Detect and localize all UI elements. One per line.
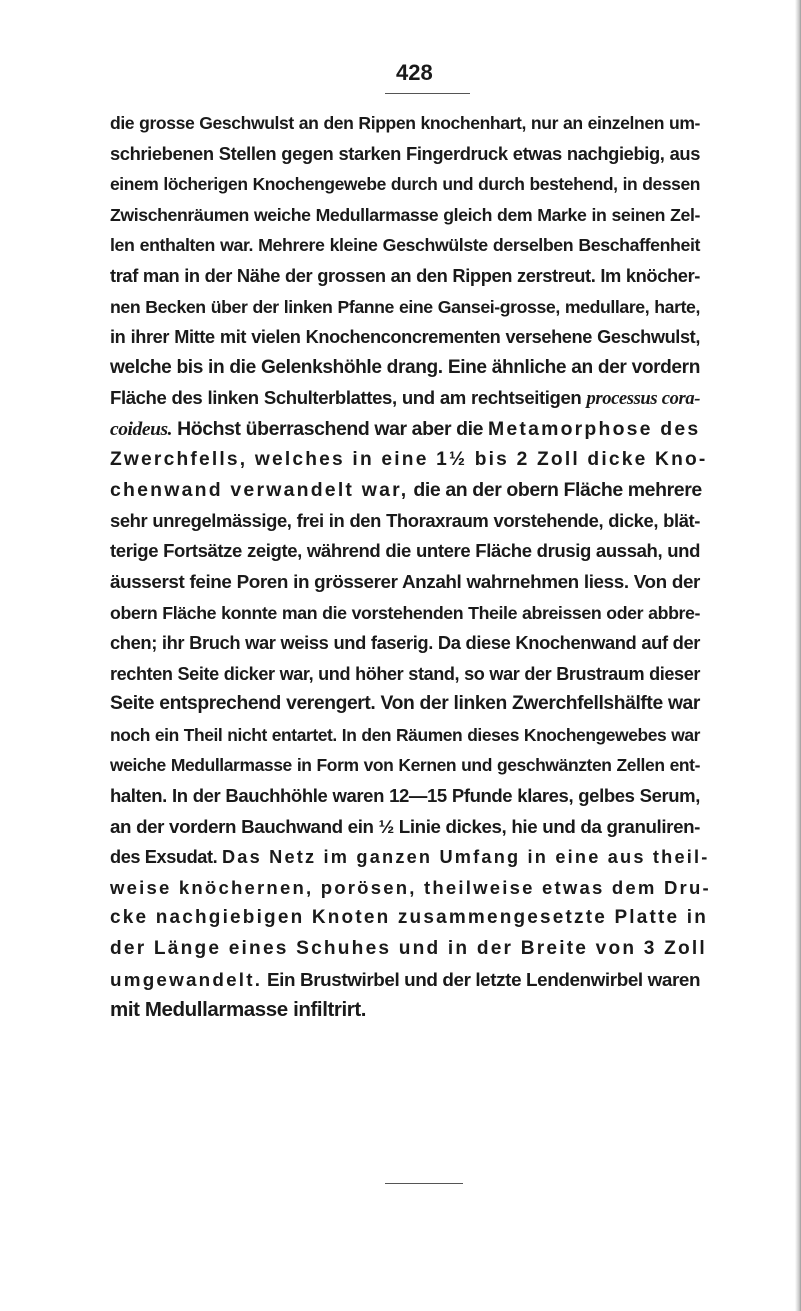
line11-text: Höchst überraschend war aber die xyxy=(172,417,489,440)
line10-text: Fläche des linken Schulterblattes, und am rechtseitigen xyxy=(110,387,587,409)
page-number: 428 xyxy=(396,60,433,85)
latin-term-processus: processus cora- xyxy=(586,388,700,410)
spaced-emphasis: chenwand verwandelt war, xyxy=(110,479,409,502)
line25-text: des Exsudat. xyxy=(110,847,222,868)
text-line-1: die grosse Geschwulst an den Rippen knochenhart, nur an einzelnen um- xyxy=(110,113,700,133)
text-line-28 xyxy=(110,934,707,965)
text-line-15: terige Fortsätze zeigte, während die untere Fläche drusig aussah, und xyxy=(110,540,700,562)
spaced-emphasis: Das Netz im ganzen Umfang in eine aus theil- xyxy=(221,847,710,868)
text-line-29 xyxy=(110,965,700,996)
body-text xyxy=(110,108,711,1026)
line29-text: Ein Brustwirbel und der letzte Lendenwirbel waren xyxy=(262,968,701,990)
page-number-rule xyxy=(385,93,470,94)
closing-rule xyxy=(385,1183,463,1184)
text-line-23: halten. In der Bauchhöhle waren 12—15 Pfunde klares, gelbes Serum, xyxy=(110,785,700,807)
text-line-26 xyxy=(110,873,711,904)
text-line-10 xyxy=(110,383,700,414)
latin-term-coideus: coideus. xyxy=(110,418,173,440)
text-line-25 xyxy=(110,842,710,873)
text-line-13 xyxy=(110,475,700,506)
text-line-17: obern Fläche konnte man die vorstehenden Theile abreissen oder abbre- xyxy=(110,602,700,623)
text-line-4: Zwischenräumen weiche Medullarmasse gleich dem Marke in seinen Zel- xyxy=(110,204,700,225)
text-line-19: rechten Seite dicker war, und höher stand, so war der Brustraum dieser xyxy=(110,663,700,684)
text-line-27 xyxy=(110,903,709,934)
text-line-5: len enthalten war. Mehrere kleine Geschwülste derselben Beschaffenheit xyxy=(110,235,700,256)
text-line-12 xyxy=(110,445,708,476)
text-line-6: traf man in der Nähe der grossen an den Rippen zerstreut. Im knöcher- xyxy=(110,264,700,286)
line13-text: die an der obern Fläche mehrere xyxy=(408,479,702,502)
text-line-11 xyxy=(110,414,700,445)
text-line-9: welche bis in die Gelenkshöhle drang. Eine ähnliche an der vordern xyxy=(110,356,700,378)
spaced-emphasis: umgewandelt. xyxy=(110,968,263,990)
spaced-emphasis: weise knöchernen, porösen, theilweise etwas dem Dru- xyxy=(110,876,711,898)
text-line-22: weiche Medullarmasse in Form von Kernen und geschwänzten Zellen ent- xyxy=(110,755,700,776)
text-line-18: chen; ihr Bruch war weiss und faserig. Da diese Knochenwand auf der xyxy=(110,632,700,654)
text-line-20: Seite entsprechend verengert. Von der linken Zwerchfellshälfte war xyxy=(110,693,700,715)
text-line-14: sehr unregelmässige, frei in den Thoraxraum vorstehende, dicke, blät- xyxy=(110,509,700,531)
text-line-2: schriebenen Stellen gegen starken Fingerdruck etwas nachgiebig, aus xyxy=(110,142,700,164)
text-line-30: mit Medullarmasse infiltrirt. xyxy=(110,998,367,1022)
page-edge-shadow xyxy=(795,0,801,1311)
text-line-24: an der vordern Bauchwand ein ½ Linie dickes, hie und da granuliren- xyxy=(110,815,700,837)
text-line-16: äusserst feine Poren in grösserer Anzahl wahrnehmen liess. Von der xyxy=(110,570,700,592)
spaced-emphasis: der Länge eines Schuhes und in der Breite von 3 Zoll xyxy=(110,938,707,960)
text-line-21: noch ein Theil nicht entartet. In den Räumen dieses Knochengewebes war xyxy=(110,724,700,745)
spaced-emphasis: cke nachgiebigen Knoten zusammengesetzte Platte in xyxy=(110,907,709,929)
text-line-3: einem löcherigen Knochengewebe durch und durch bestehend, in dessen xyxy=(110,174,700,195)
spaced-emphasis: Zwerchfells, welches in eine 1½ bis 2 Zoll dicke Kno- xyxy=(110,448,708,470)
text-line-7: nen Becken über der linken Pfanne eine Gansei-grosse, medullare, harte, xyxy=(110,296,700,317)
text-line-8: in ihrer Mitte mit vielen Knochenconcrementen versehene Geschwulst, xyxy=(110,327,700,348)
spaced-emphasis: Metamorphose des xyxy=(488,417,701,440)
